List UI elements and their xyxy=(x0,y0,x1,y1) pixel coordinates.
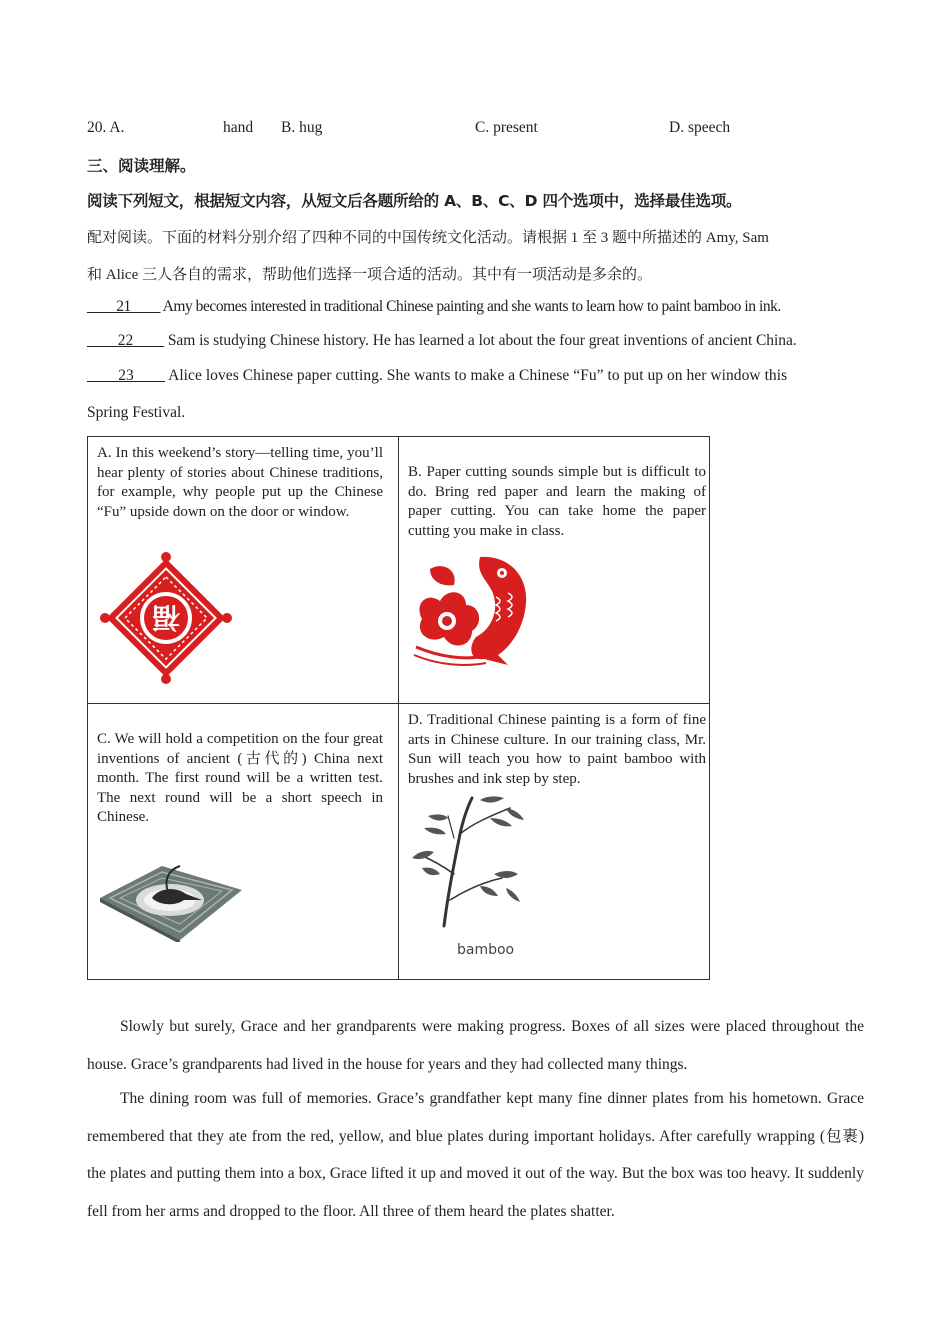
section-intro-line-1: 配对阅读。下面的材料分别介绍了四种不同的中国传统文化活动。请根据 1 至 3 题中所描述的 Amy, Sam xyxy=(87,230,769,246)
bamboo-caption: bamboo xyxy=(457,942,515,958)
question-23-text: Alice loves Chinese paper cutting. She wants to make a Chinese “Fu” to put up on her window this xyxy=(168,367,788,384)
option-cell-d xyxy=(399,704,710,980)
option-d-speech: D. speech xyxy=(669,119,731,136)
option-c-text: C. We will hold a competition on the four great inventions of ancient (古代的) China next month. The first round will be a written test. The next round will be a short speech in Chinese. xyxy=(97,731,383,826)
option-cell-b xyxy=(399,437,710,704)
section-instruction: 阅读下列短文，根据短文内容，从短文后各题所给的 A、B、C、D 四个选项中，选择最佳选项。 xyxy=(87,192,742,210)
answer-blank-21[interactable]: ____21____ xyxy=(87,298,161,315)
option-a-hand: hand xyxy=(223,119,254,136)
option-d-text: D. Traditional Chinese painting is a form of fine arts in Chinese culture. In our training class, Mr. Sun will teach you how to paint bamboo with brushes and ink step by step. xyxy=(408,712,706,787)
options-table xyxy=(87,436,710,980)
option-cell-c xyxy=(88,704,399,980)
option-a-text: A. In this weekend’s story—telling time, you’ll hear plenty of stories about Chinese traditions, for example, why people put up the Chinese “Fu” upside down on the door or window. xyxy=(97,445,383,520)
answer-blank-23[interactable]: ____23____ xyxy=(87,367,165,384)
passage-paragraph-2: The dining room was full of memories. Grace’s grandfather kept many fine dinner plates from his hometown. Grace remembered that they ate from the red, yellow, and blue plates during important holidays. After carefully wrapping (包裹) the plates and putting them into a box, Grace lifted it up and moved it out of the way. But the box was too heavy. It suddenly fell from her arms and dropped to the floor. All three of them heard the plates shatter. xyxy=(87,1090,864,1220)
question-20-number: 20. A. xyxy=(87,119,125,136)
compass-invention-image xyxy=(98,840,244,942)
svg-text:福: 福 xyxy=(151,601,181,634)
question-20-options xyxy=(87,119,867,139)
option-b-hug: B. hug xyxy=(281,119,323,136)
question-22-text: Sam is studying Chinese history. He has learned a lot about the four great inventions of ancient China. xyxy=(167,332,797,349)
bamboo-painting-image xyxy=(410,794,534,934)
section-heading: 三、阅读理解。 xyxy=(87,157,196,175)
option-b-text: B. Paper cutting sounds simple but is difficult to do. Bring red paper and learn the making of paper cutting. You can take home the paper cutting you make in class. xyxy=(408,464,706,539)
question-21 xyxy=(87,298,864,316)
answer-blank-22[interactable]: ____22____ xyxy=(87,332,165,349)
option-cell-a xyxy=(88,437,399,704)
section-intro-line-2: 和 Alice 三人各自的需求，帮助他们选择一项合适的活动。其中有一项活动是多余的。 xyxy=(87,267,652,283)
question-23-continuation: Spring Festival. xyxy=(87,404,186,421)
option-c-present: C. present xyxy=(475,119,538,136)
fish-paper-cutting-image xyxy=(410,551,534,667)
passage-paragraph-1: Slowly but surely, Grace and her grandparents were making progress. Boxes of all sizes were placed throughout the house. Grace’s grandparents had lived in the house for years and they had collected many things. xyxy=(87,1018,864,1073)
question-21-text: Amy becomes interested in traditional Chinese painting and she wants to learn how to paint bamboo in ink. xyxy=(162,298,781,315)
question-23 xyxy=(87,367,864,385)
question-22 xyxy=(87,332,864,350)
fu-paper-cutting-image xyxy=(97,549,235,687)
